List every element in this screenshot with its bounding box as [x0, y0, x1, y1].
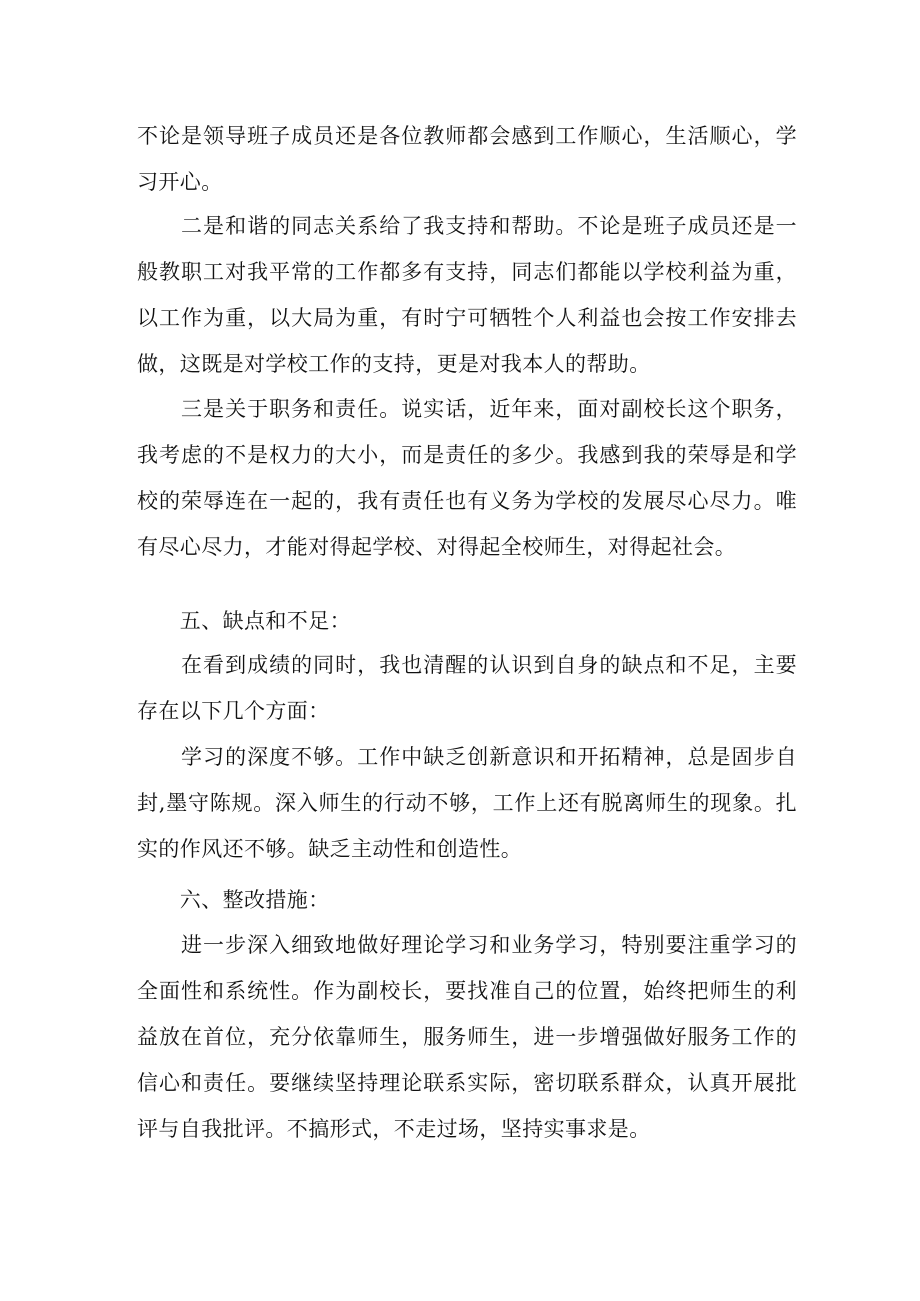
section-heading-shortcomings: 五、缺点和不足：	[137, 609, 351, 633]
paragraph-duty-responsibility: 三是关于职务和责任。说实话，近年来，面对副校长这个职务，我考虑的不是权力的大小，而是责任的多少。我感到我的荣辱是和学校的荣辱连在一起的，我有责任也有义务为学校的发展尽心尽力。唯有尽心尽力，才能对得起学校、对得起全校师生，对得起社会。	[137, 397, 797, 559]
paragraph-shortcomings-detail: 学习的深度不够。工作中缺乏创新意识和开拓精神，总是固步自封,墨守陈规。深入师生的行动不够，工作上还有脱离师生的现象。扎实的作风还不够。缺乏主动性和创造性。	[137, 745, 797, 861]
paragraph-shortcomings-intro: 在看到成绩的同时，我也清醒的认识到自身的缺点和不足，主要存在以下几个方面：	[137, 653, 797, 723]
section-heading-rectification: 六、整改措施：	[137, 888, 330, 912]
paragraph-colleague-support: 二是和谐的同志关系给了我支持和帮助。不论是班子成员还是一般教职工对我平常的工作都多有支持，同志们都能以学校利益为重，以工作为重，以大局为重，有时宁可牺牲个人利益也会按工作安排去做，这既是对学校工作的支持，更是对我本人的帮助。	[137, 214, 797, 376]
paragraph-continuation: 不论是领导班子成员还是各位教师都会感到工作顺心，生活顺心，学习开心。	[137, 124, 797, 194]
paragraph-rectification-measures: 进一步深入细致地做好理论学习和业务学习，特别要注重学习的全面性和系统性。作为副校长，要找准自己的位置，始终把师生的利益放在首位，充分依靠师生，服务师生，进一步增强做好服务工作的信心和责任。要继续坚持理论联系实际，密切联系群众，认真开展批评与自我批评。不搞形式，不走过场，坚持实事求是。	[137, 933, 797, 1141]
